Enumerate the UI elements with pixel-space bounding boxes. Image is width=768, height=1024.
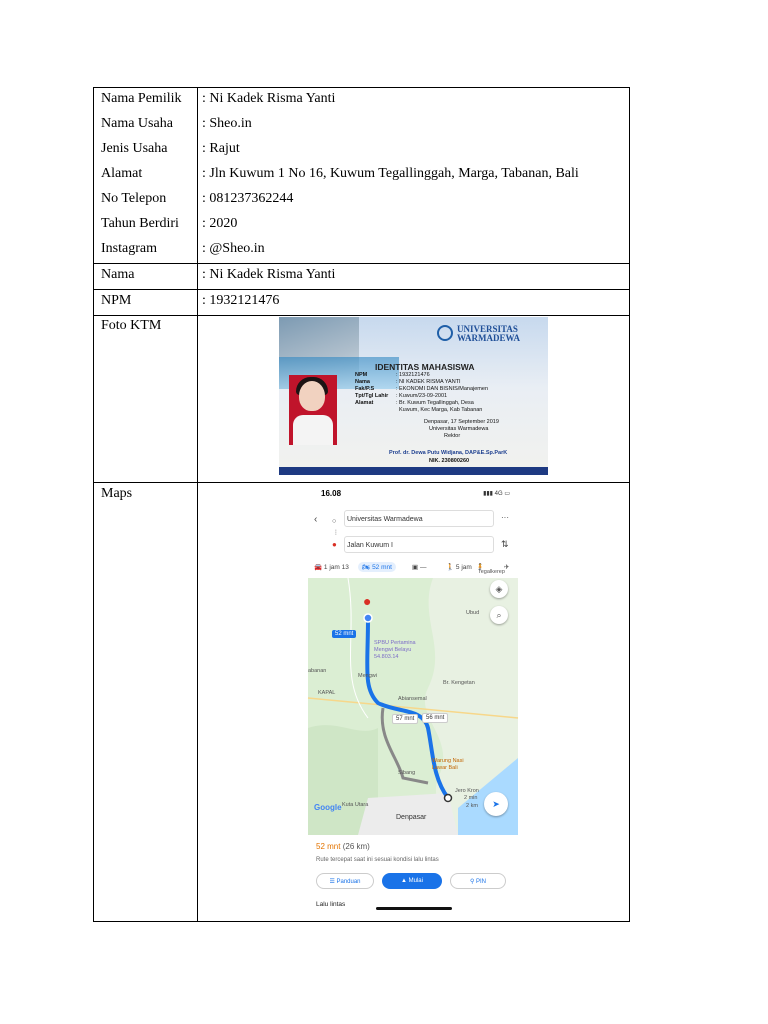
ktm-field-value: : EKONOMI DAN BISNIS/Manajemen bbox=[396, 386, 488, 392]
university-name-line1: UNIVERSITAS bbox=[457, 324, 518, 334]
layers-icon[interactable]: ◈ bbox=[490, 580, 508, 598]
status-network: ▮▮▮ 4G ▭ bbox=[483, 491, 510, 497]
panduan-label: Panduan bbox=[336, 879, 361, 885]
more-menu-icon[interactable]: ··· bbox=[501, 513, 509, 522]
map-label: Lawar Bali bbox=[432, 765, 458, 771]
route-dots-icon: ⋮ bbox=[333, 530, 339, 536]
destination-field[interactable]: Jalan Kuwum I bbox=[344, 536, 494, 553]
ktm-field-value: Kuwum, Kec Marga, Kab Tabanan bbox=[399, 407, 483, 413]
map-view[interactable] bbox=[308, 569, 518, 835]
google-logo: Google bbox=[314, 803, 342, 812]
ktm-field-label: Fak/P.S bbox=[355, 386, 375, 392]
university-logo-icon bbox=[437, 325, 453, 341]
route-distance: (26 km) bbox=[342, 842, 370, 851]
business-profile-table bbox=[93, 87, 630, 922]
route-duration bbox=[316, 842, 370, 851]
route-duration-value: 52 mnt bbox=[316, 842, 341, 851]
ktm-place-date: Denpasar, 17 September 2019 bbox=[424, 419, 499, 425]
map-label: 2 min bbox=[464, 795, 478, 801]
route-badge-alt[interactable]: 57 mnt bbox=[392, 714, 418, 724]
mode-flight[interactable]: ✈ bbox=[504, 564, 510, 571]
mulai-button[interactable]: ▲ Mulai bbox=[382, 873, 442, 889]
ktm-field-value: : Kuwum/23-09-2001 bbox=[396, 393, 448, 399]
map-label: Br. Kengetan bbox=[443, 680, 475, 686]
label-instagram: Instagram bbox=[101, 241, 157, 256]
map-label: 2 km bbox=[466, 803, 478, 809]
ktm-signatory: Prof. dr. Dewa Putu Widjana, DAP&E.Sp.ParK bbox=[389, 450, 508, 456]
label-alamat: Alamat bbox=[101, 166, 143, 181]
swap-icon[interactable]: ⇅ bbox=[501, 539, 509, 549]
value-alamat: : Jln Kuwum 1 No 16, Kuwum Tegallinggah, Marga, Tabanan, Bali bbox=[202, 166, 579, 181]
student-photo-shirt bbox=[293, 415, 333, 445]
home-indicator bbox=[376, 907, 452, 910]
value-nama-usaha: : Sheo.in bbox=[202, 116, 252, 131]
ktm-field-label: NPM bbox=[355, 372, 368, 378]
map-label: Ubud bbox=[466, 610, 480, 616]
map-label: Abiansemal bbox=[398, 696, 427, 702]
student-id-card-photo bbox=[279, 317, 548, 475]
mode-walk[interactable]: 🚶 5 jam bbox=[446, 564, 472, 571]
value-no-telepon: : 081237362244 bbox=[202, 191, 294, 206]
university-name bbox=[457, 325, 520, 343]
student-photo-face bbox=[299, 381, 325, 411]
ktm-field-value: : Br. Kuwum Tegallinggah, Desa bbox=[396, 400, 474, 406]
mode-transit-label: — bbox=[419, 564, 427, 571]
panduan-button[interactable]: ☰ Panduan bbox=[316, 873, 374, 889]
ktm-nik: NIK. 230800260 bbox=[429, 458, 470, 464]
route-badge-alt[interactable]: 56 mnt bbox=[422, 713, 448, 723]
ktm-field-label: Nama bbox=[355, 379, 370, 385]
status-time: 16.08 bbox=[321, 489, 342, 498]
map-label: abanan bbox=[308, 668, 327, 674]
route-description: Rute tercepat saat ini sesuai kondisi lalu lintas bbox=[316, 857, 439, 863]
search-map-icon[interactable]: ⌕ bbox=[490, 606, 508, 624]
mode-motorcycle-label: 52 mnt bbox=[372, 564, 392, 571]
back-arrow-icon[interactable]: ‹ bbox=[314, 514, 318, 525]
mulai-label: Mulai bbox=[408, 878, 423, 884]
ktm-role: Rektor bbox=[444, 433, 461, 439]
value-nama-pemilik: : Ni Kadek Risma Yanti bbox=[202, 91, 336, 106]
map-label: Mengwi Belayu bbox=[374, 647, 412, 653]
origin-dot-icon: ○ bbox=[332, 518, 337, 525]
network-label: 4G bbox=[494, 491, 503, 497]
map-label: Warung Nasi bbox=[432, 758, 464, 764]
card-footer bbox=[279, 467, 548, 475]
ktm-field-value: : NI KADEK RISMA YANTI bbox=[396, 379, 461, 385]
label-no-telepon: No Telepon bbox=[101, 191, 167, 206]
map-label: Mengwi bbox=[358, 673, 377, 679]
ktm-field-label: Alamat bbox=[355, 400, 374, 406]
origin-field[interactable]: Universitas Warmadewa bbox=[344, 510, 494, 527]
value-instagram: : @Sheo.in bbox=[202, 241, 265, 256]
mode-transit[interactable]: ▣ — bbox=[412, 564, 427, 571]
label-foto-ktm: Foto KTM bbox=[101, 318, 162, 333]
label-nama-usaha: Nama Usaha bbox=[101, 116, 173, 131]
map-label: Kuta Utara bbox=[342, 802, 369, 808]
map-label: SPBU Pertamina bbox=[374, 640, 416, 646]
label-nama: Nama bbox=[101, 267, 135, 282]
label-npm: NPM bbox=[101, 293, 132, 308]
map-label: KAPAL bbox=[318, 690, 336, 696]
mode-car-label: 1 jam 13 bbox=[323, 564, 349, 571]
ktm-field-value: : 1932121476 bbox=[396, 372, 430, 378]
value-npm: : 1932121476 bbox=[202, 293, 280, 308]
mode-ride[interactable]: 🧍 bbox=[476, 564, 485, 571]
value-nama: : Ni Kadek Risma Yanti bbox=[202, 267, 336, 282]
ktm-field-label: Tpt/Tgl Lahir bbox=[355, 393, 389, 399]
mode-motorcycle[interactable]: 🏍 52 mnt bbox=[358, 562, 396, 572]
label-maps: Maps bbox=[101, 486, 133, 501]
label-nama-pemilik: Nama Pemilik bbox=[101, 91, 182, 106]
profile-row bbox=[94, 88, 629, 264]
map-label: 54.803.14 bbox=[374, 654, 399, 660]
university-name-line2: WARMADEWA bbox=[457, 333, 520, 343]
destination-marker-icon: ● bbox=[363, 593, 372, 609]
route-badge-main[interactable]: 52 mnt bbox=[332, 630, 356, 638]
label-jenis-usaha: Jenis Usaha bbox=[101, 141, 168, 156]
map-label: Jero Kron bbox=[455, 788, 479, 794]
map-label: Tegalkerep bbox=[478, 569, 505, 575]
traffic-label[interactable]: Lalu lintas bbox=[316, 901, 346, 908]
pin-label: PIN bbox=[476, 879, 487, 885]
nama-row bbox=[94, 264, 629, 290]
recenter-icon[interactable]: ➤ bbox=[484, 792, 508, 816]
mode-walk-label: 5 jam bbox=[455, 564, 472, 571]
pin-button[interactable]: ⚲ PIN bbox=[450, 873, 506, 889]
map-label: Denpasar bbox=[396, 814, 427, 821]
mode-car[interactable]: 🚘 1 jam 13 bbox=[314, 564, 349, 571]
ktm-issuer: Universitas Warmadewa bbox=[429, 426, 489, 432]
npm-row bbox=[94, 290, 629, 316]
map-label: Sibang bbox=[398, 770, 416, 776]
value-jenis-usaha: : Rajut bbox=[202, 141, 240, 156]
route-summary-sheet bbox=[308, 835, 518, 917]
value-tahun-berdiri: : 2020 bbox=[202, 216, 238, 231]
label-tahun-berdiri: Tahun Berdiri bbox=[101, 216, 179, 231]
card-title: IDENTITAS MAHASISWA bbox=[375, 362, 475, 372]
maps-screenshot bbox=[308, 485, 518, 917]
destination-pin-icon: ● bbox=[332, 540, 337, 549]
